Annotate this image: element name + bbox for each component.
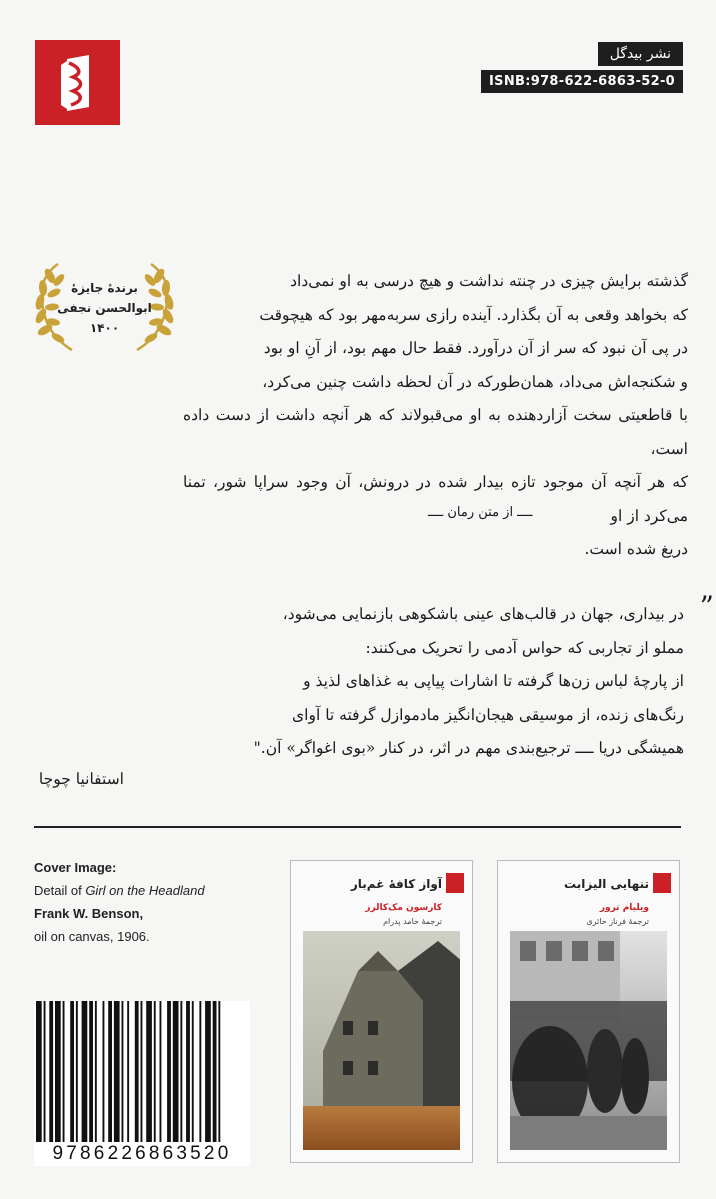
- section-divider: [34, 826, 681, 828]
- critic-quote: [84, 598, 684, 766]
- publisher-name: نشر بیدگل: [598, 42, 683, 66]
- related-book-cover: [290, 860, 473, 1163]
- related-book-cover: [497, 860, 680, 1163]
- book-author: کارسون مک‌کالرز: [365, 903, 442, 913]
- barcode-digits: 9786226863520: [34, 1142, 250, 1166]
- house-painting-icon: [303, 931, 460, 1150]
- book-translator: ترجمۀ فرناز حائری: [586, 917, 649, 926]
- painting-title: Girl on the Headland: [85, 883, 205, 898]
- publisher-logo: [35, 40, 120, 125]
- bidgol-logo-icon: [53, 53, 103, 113]
- award-line-1: برندۀ جایزۀ: [71, 281, 138, 295]
- book-title: آواز کافۀ غم‌بار: [350, 877, 442, 891]
- excerpt-line: دریغ شده است.: [584, 540, 688, 558]
- award-badge: [32, 258, 177, 358]
- book-author: ویلیام ترور: [599, 903, 649, 913]
- excerpt-source: ــــ از متن رمان ــــ: [428, 505, 533, 520]
- barcode: [34, 1001, 250, 1166]
- quote-line: از پارچۀ لباس زن‌ها گرفته تا اشارات پیاپی به غذاهای لذیذ و: [303, 672, 684, 690]
- barcode-bars-icon: [34, 1001, 250, 1142]
- painting-artist: Frank W. Benson,: [34, 906, 144, 921]
- street-photo-icon: [510, 931, 667, 1150]
- excerpt-line: که هر آنچه آن موجود تازه بیدار شده در درونش، آن وجود سراپا شور، تمنا می‌کرد از او: [183, 473, 688, 525]
- book-publisher-logo-icon: [446, 873, 464, 893]
- book-title: تنهایی الیزابت: [564, 877, 649, 891]
- quote-line: رنگ‌های زنده، از موسیقی هیجان‌انگیز مادموازل گرفته تا آوای: [292, 705, 684, 724]
- quote-open-mark: ”: [699, 590, 714, 623]
- isbn-label: ISNB:978-622-6863-52-0: [481, 70, 683, 93]
- novel-excerpt: [183, 265, 688, 567]
- book-translator: ترجمۀ حامد پدرام: [383, 917, 442, 926]
- quote-line: همیشگی دریا ــــ ترجیع‌بندی مهم در اثر، در کنار «بوی اغواگر» آن.": [253, 739, 684, 757]
- book-cover-art: [510, 931, 667, 1150]
- excerpt-line: در پی آن نبود که سر از آن درآورد. فقط حال مهم بود، از آنِ او بود: [263, 339, 688, 357]
- quote-author: استفانیا چوچا: [38, 770, 124, 788]
- excerpt-line: و شکنجه‌اش می‌داد، همان‌طورکه در آن لحظه داشت چنین می‌کرد،: [262, 372, 688, 391]
- book-cover-art: [303, 931, 460, 1150]
- quote-line: در بیداری، جهان در قالب‌های عینی باشکوهی بازنمایی می‌شود،: [282, 605, 684, 623]
- award-line-2: ابوالحسن نجفی: [57, 301, 152, 315]
- excerpt-line: گذشته برایش چیزی در چنته نداشت و هیچ درسی به او نمی‌داد: [290, 272, 688, 290]
- cover-credit-heading: Cover Image:: [34, 860, 117, 875]
- book-publisher-logo-icon: [653, 873, 671, 893]
- excerpt-line: که بخواهد وقعی به آن بگذارد. آینده رازی سربه‌مهر بود که هیچوقت: [259, 305, 688, 324]
- award-line-3: ۱۴۰۰: [89, 321, 120, 335]
- award-text: [32, 258, 177, 358]
- cover-credit-detail: Detail of Girl on the Headland: [34, 883, 205, 898]
- painting-medium: oil on canvas, 1906.: [34, 929, 150, 944]
- cover-image-credit: [34, 856, 264, 948]
- publisher-block: [455, 42, 683, 93]
- excerpt-line: با قاطعیتی سخت آزاردهنده به او می‌قبولاند که هر آنچه داشت از دست داده است،: [183, 406, 688, 458]
- quote-line: مملو از تجاربی که حواس آدمی را تحریک می‌کنند:: [365, 638, 684, 657]
